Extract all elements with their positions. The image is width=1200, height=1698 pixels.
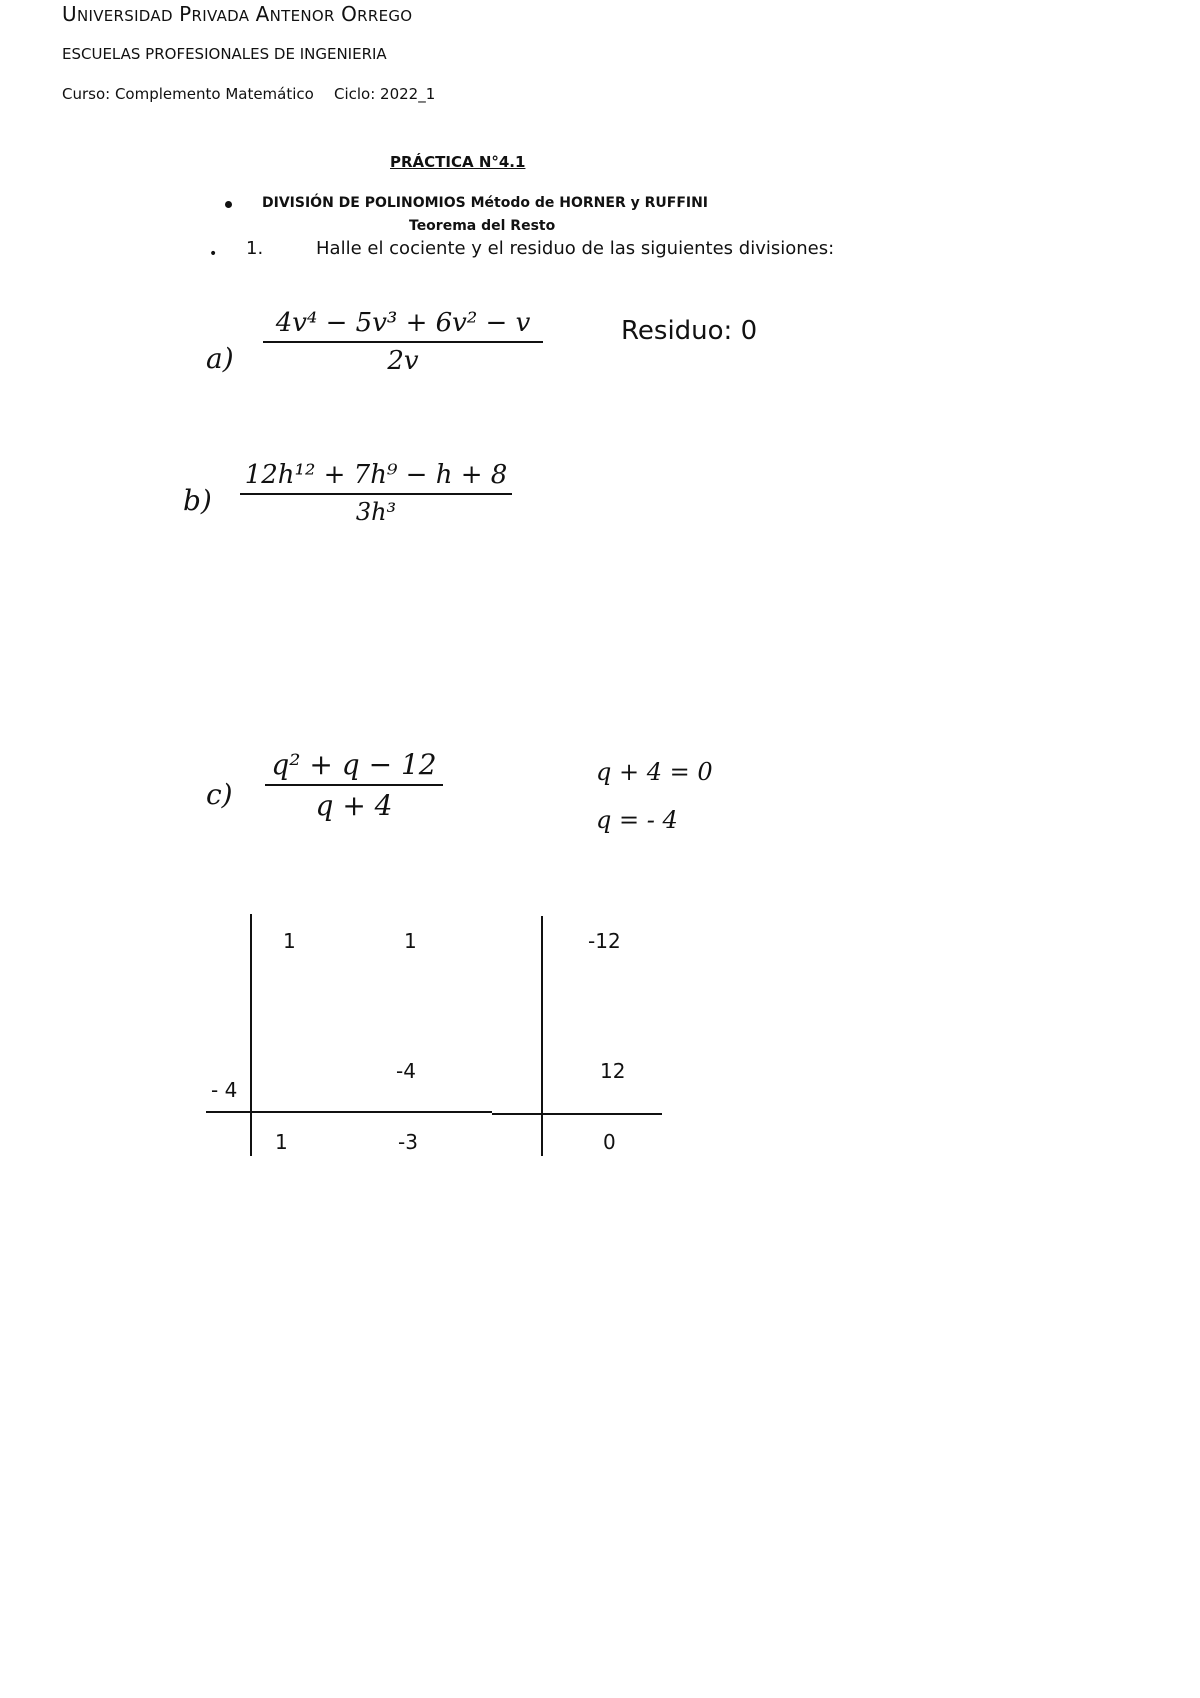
topic-line-2: Teorema del Resto bbox=[409, 218, 556, 234]
ruffini-left-rule bbox=[250, 914, 252, 1156]
ruffini-product-2: 12 bbox=[600, 1059, 626, 1083]
bullet-icon bbox=[225, 201, 232, 208]
exercise-text: Halle el cociente y el residuo de las siguientes divisiones: bbox=[316, 238, 835, 259]
problem-a-label: a) bbox=[206, 342, 234, 375]
cycle-label: Ciclo: 2022_1 bbox=[334, 85, 436, 103]
ruffini-coef-1: 1 bbox=[283, 929, 296, 953]
problem-c-equation-2: q = - 4 bbox=[596, 806, 678, 834]
problem-a-denominator: 2v bbox=[387, 346, 419, 376]
fraction-bar bbox=[240, 493, 512, 495]
ruffini-sum-rule bbox=[206, 1111, 492, 1113]
ruffini-root: - 4 bbox=[211, 1078, 238, 1102]
fraction-bar bbox=[263, 341, 543, 343]
problem-b-label: b) bbox=[183, 484, 212, 517]
page-title: PRÁCTICA N°4.1 bbox=[390, 153, 526, 171]
problem-a-residue: Residuo: 0 bbox=[621, 316, 758, 346]
problem-c-label: c) bbox=[206, 778, 233, 811]
problem-c-numerator: q² + q − 12 bbox=[271, 748, 437, 781]
uni-word-3: NTENOR bbox=[269, 7, 335, 25]
course-name: Curso: Complemento Matemático bbox=[62, 85, 314, 103]
ruffini-product-1: -4 bbox=[396, 1059, 416, 1083]
problem-a-fraction bbox=[263, 308, 543, 376]
problem-b-denominator: 3h³ bbox=[355, 498, 397, 526]
problem-c-equation-1: q + 4 = 0 bbox=[596, 758, 713, 786]
uni-initial-4: O bbox=[341, 2, 358, 26]
ruffini-coef-3: -12 bbox=[588, 929, 621, 953]
problem-c-denominator: q + 4 bbox=[315, 789, 393, 822]
school-name: ESCUELAS PROFESIONALES DE INGENIERIA bbox=[62, 45, 387, 63]
university-name bbox=[62, 2, 412, 26]
ruffini-right-rule bbox=[541, 916, 543, 1156]
uni-word-1: NIVERSIDAD bbox=[76, 7, 173, 25]
uni-initial-2: P bbox=[179, 2, 192, 26]
uni-initial-1: U bbox=[62, 2, 77, 26]
problem-c-fraction bbox=[265, 748, 443, 822]
uni-word-2: RIVADA bbox=[191, 7, 250, 25]
ruffini-result-3: 0 bbox=[603, 1130, 616, 1154]
uni-word-4: RREGO bbox=[357, 7, 413, 25]
problem-a-numerator: 4v⁴ − 5v³ + 6v² − v bbox=[275, 308, 531, 338]
small-bullet-icon: • bbox=[209, 246, 218, 262]
ruffini-sum-rule-right bbox=[492, 1113, 662, 1115]
problem-b-fraction bbox=[240, 460, 512, 526]
topic-line-1: DIVISIÓN DE POLINOMIOS Método de HORNER y RUFFINI bbox=[262, 195, 709, 211]
fraction-bar bbox=[265, 784, 443, 786]
uni-initial-3: A bbox=[255, 2, 270, 26]
ruffini-coef-2: 1 bbox=[404, 929, 417, 953]
ruffini-result-2: -3 bbox=[398, 1130, 418, 1154]
ruffini-result-1: 1 bbox=[275, 1130, 288, 1154]
problem-b-numerator: 12h¹² + 7h⁹ − h + 8 bbox=[244, 460, 508, 490]
exercise-number: 1. bbox=[246, 238, 264, 259]
